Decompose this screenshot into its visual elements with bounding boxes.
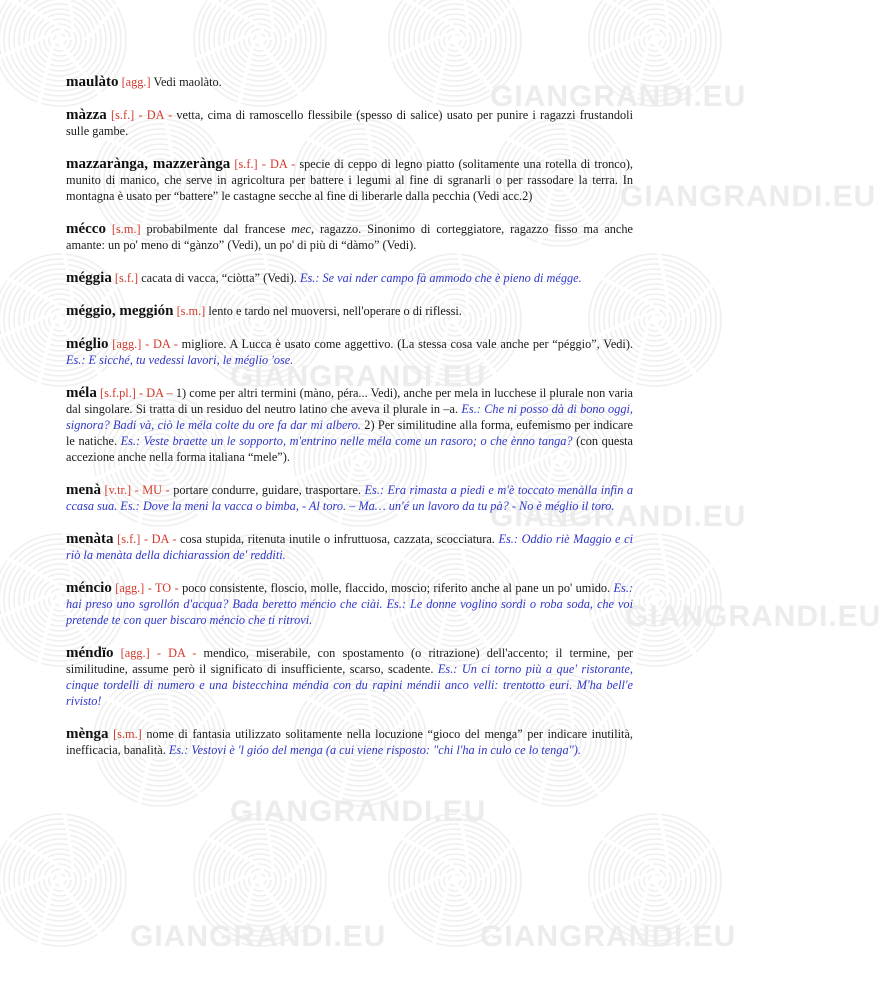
definition-text: mendico, miserabile, con spostamento (o ritrazione) dell'accento; il termine, per similitudine, assume però il significato di insufficiente, scarso, scadente. [66, 646, 634, 676]
definition-text: probabilmente dal francese [140, 222, 292, 236]
watermark-text: GIANGRANDI.EU [625, 600, 881, 633]
dictionary-entry [66, 221, 633, 253]
grammar-tag: [agg.] [121, 75, 151, 89]
definition-text: cacata di vacca, “ciòtta” (Vedi). [138, 271, 300, 285]
definition-text: migliore. A Lucca è usato come aggettivo. (La stessa cosa vale anche per “péggio”, Vedi). [177, 337, 634, 351]
region-tag: - DA - [257, 157, 296, 171]
example-text: Es.: Che ni posso dà di bono oggi, signora? Badi và, ciò le méla colte du ore fa dar mi albero. [66, 402, 633, 432]
italic-term: mec [291, 222, 311, 236]
entry-headword: mènga [66, 726, 109, 742]
example-text: Es.: Veste braette un le sopporto, m'entrino nelle méla come un rasoro; o che ènno tanga? [120, 434, 573, 448]
entry-headword: méndïo [66, 645, 114, 661]
watermark-text: GIANGRANDI.EU [130, 920, 387, 953]
watermark-seal [585, 810, 725, 950]
grammar-tag: [agg.] [120, 646, 150, 660]
example-text: Es.: Un ci torno più a que' ristorante, cinque tordelli di numero e una bistecchina méndia con du rapini méndii anco velli: trentotto euri. M'ha bell'e rivisto! [66, 662, 633, 708]
watermark-text: GIANGRANDI.EU [480, 920, 737, 953]
entry-headword: méla [66, 385, 97, 401]
watermark-seal [0, 810, 130, 950]
grammar-tag: [s.f.] [114, 271, 139, 285]
dictionary-entry [66, 385, 633, 465]
region-tag: - DA – [135, 386, 173, 400]
dictionary-entry [66, 156, 633, 204]
example-text: Es.: hai preso uno sgrollón d'acqua? Bada beretto méncio che ciài. Es.: Le donne voglino sordi o roba soda, che voi pretende te con quer biscaro méncio che ti ritrovi. [66, 581, 633, 627]
region-tag: - DA - [140, 532, 177, 546]
grammar-tag: [agg.] [112, 337, 142, 351]
region-tag: - DA - [141, 337, 178, 351]
definition-text: , ragazzo. Sinonimo di corteggiatore, ragazzo fisso ma anche amante: un po' meno di “gànzo” (Vedi), un po' di più di “dàmo” (Vedi). [66, 222, 633, 252]
dictionary-entry [66, 336, 633, 368]
definition-text: portare condurre, guidare, trasportare. [169, 483, 365, 497]
definition-text: 1) come per altri termini (màno, péra... Vedi), anche per mela in lucchese il plurale non varia dal singolare. Si tratta di un residuo del neutro latino che aveva il plurale in –a. [66, 386, 633, 416]
dictionary-entry [66, 482, 633, 514]
watermark-text: GIANGRANDI.EU [620, 180, 877, 213]
entry-headword: méglio [66, 336, 109, 352]
watermark-text: GIANGRANDI.EU [230, 360, 487, 393]
grammar-tag: [s.m.] [113, 727, 142, 741]
entry-headword: méggia [66, 270, 112, 286]
dictionary-entry [66, 645, 633, 709]
watermark-text: GIANGRANDI.EU [490, 500, 747, 533]
dictionary-entry [66, 580, 633, 628]
grammar-tag: [s.f.pl.] [100, 386, 136, 400]
watermark-seal [385, 810, 525, 950]
watermark-seal [190, 810, 330, 950]
grammar-tag: [s.m.] [111, 222, 141, 236]
entry-headword: méggio, meggión [66, 303, 174, 319]
region-tag: - DA - [134, 108, 173, 122]
grammar-tag: [s.f.] [111, 108, 135, 122]
dictionary-entry [66, 531, 633, 563]
dictionary-entry [66, 107, 633, 139]
example-text: Es.: Oddio riè Maggio e ci riò la menàta della dichiarassion de' redditi. [66, 532, 634, 562]
dictionary-entry [66, 74, 633, 90]
entry-headword: mazzarànga, mazzerànga [66, 156, 231, 172]
region-tag: - MU - [131, 483, 170, 497]
example-text: Es.: Vestovi è 'l gióo del menga (a cui viene risposto: "chi l'ha in culo ce lo tenga"). [168, 743, 581, 757]
definition-text [114, 646, 121, 660]
watermark-text: GIANGRANDI.EU [490, 80, 747, 113]
grammar-tag: [s.m.] [176, 304, 206, 318]
entry-headword: méncio [66, 580, 112, 596]
entry-headword: màzza [66, 107, 107, 123]
region-tag: - DA - [149, 646, 197, 660]
grammar-tag: [s.f.] [117, 532, 141, 546]
example-text: Es.: E sicché, tu vedessi lavori, le méglio 'ose. [66, 353, 294, 367]
grammar-tag: [v.tr.] [104, 483, 132, 497]
example-text: Es.: Era rimasta a piedi e m'è toccato menàlla infin a ccasa sua. Es.: Dove la meni la vacca o bimba, - Al toro. – Ma… un'é un lavoro da tu pà? - No è méglio il toro. [66, 483, 634, 513]
definition-text: Vedi maolàto. [150, 75, 222, 89]
definition-text: (con questa accezione anche nella forma italiana “mele”). [66, 434, 633, 464]
definition-text: nome di fantasia utilizzato solitamente nella locuzione “gioco del menga” per indicare inutilità, inefficacia, banalità. [66, 727, 633, 757]
dictionary-entry [66, 270, 633, 286]
watermark-text: GIANGRANDI.EU [230, 795, 487, 828]
entry-headword: mécco [66, 221, 106, 237]
definition-text: specie di ceppo di legno piatto (solitamente una rotella di tronco), munito di manico, che serve in agricoltura per battere i legumi al fine di sgranarli o per rassodare la terra. In montagna è usato per “battere” le castagne secche al fine di liberarle dalla pecchia (Vedi acc.2) [66, 157, 634, 203]
region-tag: - TO - [144, 581, 179, 595]
definition-text: cosa stupida, ritenuta inutile o infruttuosa, cazzata, scocciatura. [176, 532, 499, 546]
dictionary-entry [66, 303, 633, 319]
grammar-tag: [s.f.] [234, 157, 258, 171]
definition-text: 2) Per similitudine alla forma, eufemismo per indicare le natiche. [66, 418, 633, 448]
dictionary-page [66, 74, 633, 775]
entry-headword: menà [66, 482, 101, 498]
dictionary-entry [66, 726, 633, 758]
definition-text: lento e tardo nel muoversi, nell'operare o di riflessi. [205, 304, 462, 318]
grammar-tag: [agg.] [115, 581, 145, 595]
entry-headword: menàta [66, 531, 114, 547]
definition-text: vetta, cima di ramoscello flessibile (spesso di salice) usato per punire i ragazzi frustandoli sulle gambe. [66, 108, 634, 138]
definition-text: poco consistente, floscio, molle, flaccido, moscio; riferito anche al pane un po' umido. [178, 581, 614, 595]
example-text: Es.: Se vai nder campo fà ammodo che è pieno di mégge. [299, 271, 582, 285]
entry-headword: maulàto [66, 74, 119, 90]
